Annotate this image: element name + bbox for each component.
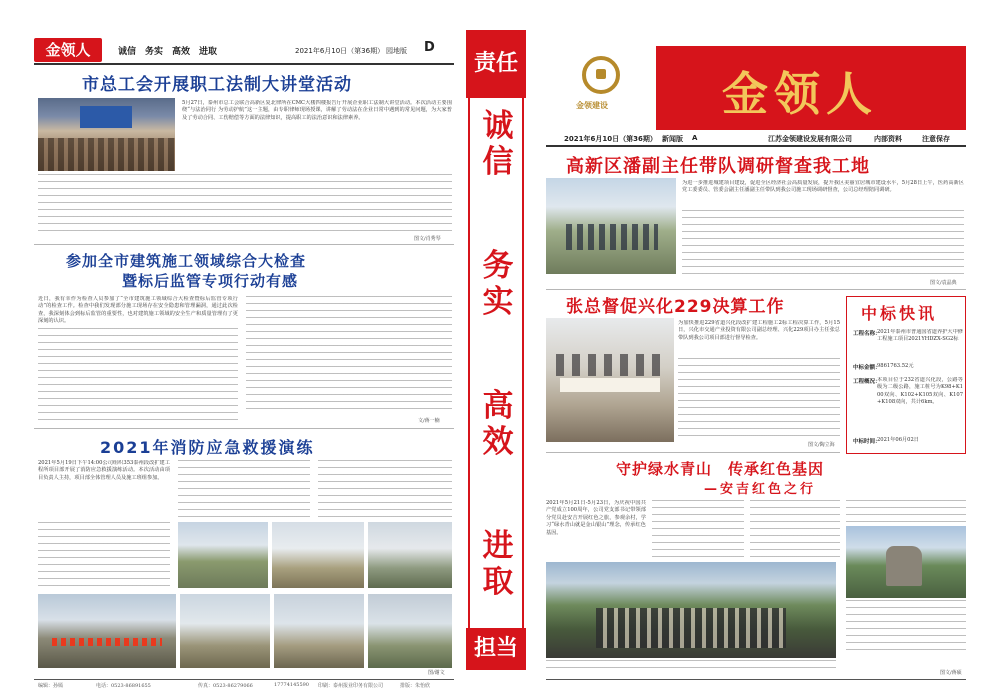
footer-mobile: 17774145590 bbox=[274, 682, 309, 688]
article2-text-lines-right bbox=[246, 296, 452, 412]
right-article1-credit: 图文/袁晶典 bbox=[930, 280, 957, 286]
footer-print: 印刷：泰州报业印务有限公司 bbox=[318, 683, 384, 689]
bid-amount-value: 9861763.52元 bbox=[877, 363, 914, 369]
drill-photo-4 bbox=[38, 594, 176, 668]
drill-photo-3 bbox=[368, 522, 452, 588]
meeting-photo bbox=[546, 318, 674, 442]
masthead bbox=[546, 46, 966, 130]
right-article2-credit: 图文/陶立海 bbox=[808, 442, 835, 448]
right-article3-text-lines-d bbox=[846, 600, 966, 656]
strip-word-3: 高效 bbox=[482, 388, 514, 460]
strip-bottom-block bbox=[466, 628, 526, 670]
right-notice-keep: 注意保存 bbox=[922, 135, 950, 143]
footer-typesetter: 排版：朱怡欣 bbox=[400, 683, 431, 689]
right-article1-title: 高新区潘副主任带队调研督查我工地 bbox=[566, 156, 870, 177]
strip-word-1: 诚信 bbox=[482, 108, 514, 180]
right-header-rule bbox=[546, 145, 966, 147]
strip-bottom-text: 担当 bbox=[473, 636, 518, 661]
vertical-slogan-strip bbox=[462, 30, 530, 670]
right-company: 江苏金领建设发展有限公司 bbox=[768, 135, 852, 143]
article2-credit: 文/蒋一楠 bbox=[418, 418, 440, 424]
bid-project-value: 2021年泰州市普通国省道养护大中修工程施工项目2021YHDZX-SG2标 bbox=[877, 329, 963, 343]
strip-border bbox=[468, 98, 524, 628]
left-date-issue: 2021年6月10日（第36期） bbox=[295, 47, 385, 55]
article3-title: 2021年消防应急救援演练 bbox=[100, 438, 315, 457]
stone-photo bbox=[846, 526, 966, 598]
left-edition-letter: D bbox=[424, 40, 435, 55]
right-article3-text-lines-a bbox=[652, 500, 744, 558]
article2-text-lines-left bbox=[38, 328, 238, 420]
company-emblem-icon bbox=[582, 56, 620, 94]
left-slogan: 诚信 务实 高效 进取 bbox=[118, 47, 218, 57]
right-footer-rule bbox=[546, 679, 966, 680]
conference-photo bbox=[38, 98, 175, 171]
bid-date-label: 中标时间： bbox=[853, 439, 881, 445]
drill-photo-7 bbox=[368, 594, 452, 668]
strip-top-block bbox=[466, 30, 526, 98]
footer-editor: 编辑：孙嫣 bbox=[38, 683, 64, 689]
article1-text-lines bbox=[38, 174, 452, 234]
article2-title-line1: 参加全市建筑施工领域综合大检查 bbox=[66, 252, 307, 270]
footer-phone: 电话：0523-86891655 bbox=[96, 683, 151, 689]
article3-text-lines-c bbox=[318, 460, 452, 518]
right-article3-text-lines-e bbox=[546, 660, 836, 672]
divider-1 bbox=[34, 244, 454, 245]
right-divider-2 bbox=[546, 452, 840, 453]
masthead-title: 金领人 bbox=[722, 67, 878, 121]
left-footer-rule bbox=[34, 679, 454, 680]
right-article3-subtitle: —安吉红色之行 bbox=[704, 482, 817, 497]
strip-word-2: 务实 bbox=[482, 248, 514, 320]
emblem-brand-text: 金领建设 bbox=[576, 100, 608, 110]
article3-credit: 图/谢文 bbox=[428, 670, 445, 676]
bid-overview-label: 工程概况： bbox=[853, 379, 881, 385]
drill-photo-1 bbox=[178, 522, 268, 588]
article1-credit: 图文/肖秀琴 bbox=[414, 236, 441, 242]
bid-news-title: 中标快讯 bbox=[861, 304, 938, 323]
right-notice-internal: 内部资料 bbox=[874, 135, 902, 143]
right-article3-credit: 图文/蒋硕 bbox=[940, 670, 962, 676]
strip-word-4: 进取 bbox=[482, 528, 514, 600]
right-date-issue: 2021年6月10日（第36期） bbox=[564, 135, 657, 143]
article3-body: 2021年5月19日下午14:00公司组织353泰州段改扩建工程所项目部开展了消防应急救援演练活动。本次活动由项目负责人主持，项目部全体管理人员及施工班组参加。 bbox=[38, 460, 170, 481]
right-article1-text-lines bbox=[682, 210, 964, 278]
right-article2-text-lines bbox=[678, 358, 840, 440]
right-article3-title: 守护绿水青山 传承红色基因 bbox=[616, 460, 825, 478]
footer-fax: 传真：0523-86279066 bbox=[198, 683, 253, 689]
divider-2 bbox=[34, 428, 454, 429]
right-edition: 新闻版 bbox=[662, 135, 683, 143]
bid-date-value: 2021年06月02日 bbox=[877, 437, 919, 443]
left-edition: 园地版 bbox=[386, 47, 407, 55]
drill-photo-6 bbox=[274, 594, 364, 668]
bid-amount-label: 中标金额： bbox=[853, 365, 881, 371]
masthead-emblem-panel bbox=[546, 46, 656, 130]
article2-title-line2: 暨标后监管专项行动有感 bbox=[122, 272, 299, 290]
group-photo bbox=[546, 562, 836, 658]
right-article3-text-lines-c bbox=[846, 500, 966, 522]
drill-photo-5 bbox=[180, 594, 270, 668]
strip-top-text: 责任 bbox=[473, 51, 518, 76]
right-article2-body: 为加快推进229省道兴化段改扩建工程施工2标工程决算工作，5月15日，兴化市交通产业投资有限公司副总经理、兴化229项目办主任张总带队到我公司项目部进行督导检查。 bbox=[678, 320, 840, 341]
right-article2-title: 张总督促兴化229决算工作 bbox=[566, 297, 785, 317]
bid-news-box bbox=[846, 296, 966, 454]
left-header-rule bbox=[34, 63, 454, 65]
article3-text-lines-b bbox=[178, 460, 310, 518]
article1-title: 市总工会开展职工法制大讲堂活动 bbox=[82, 75, 352, 95]
article3-text-lines-a bbox=[38, 522, 170, 590]
bid-overview-value: 本项目位于232省道兴化段，公路等级为二级公路，施工桩号为K98+K100双向、K102+K105双向、K107+K108双向，共计6km。 bbox=[877, 377, 963, 406]
right-edition-letter: A bbox=[692, 134, 698, 142]
left-logo: 金领人 bbox=[34, 38, 102, 62]
right-article3-body: 2021年5月21日-5月23日，为庆祝中国共产党成立100周年，公司党支部书记带领部分党员赴安吉开展红色之旅，参观余村，学习“绿水青山就是金山银山”理念，传承红色基因。 bbox=[546, 500, 646, 536]
bid-project-label: 工程名称： bbox=[853, 331, 881, 337]
drill-photo-2 bbox=[272, 522, 364, 588]
survey-photo bbox=[546, 178, 676, 274]
article1-body: 5月27日，泰州市总工会联合高新区复北律所在CMC大楼四楼报告厅开展企业职工法制大讲堂活动。本次活动主要围绕“与法治同行 为劳动护航”这一主题，由专职律师现场授课，讲解了劳动法在企业日常中遇到的常见问题，为大家普及了劳动合同、工伤赔偿等方面的法律知识，提高职工的法治意识和法律素养。 bbox=[182, 100, 452, 121]
article2-body: 近日，我有幸作为检查人员参加了“全市建筑施工领域综合大检查暨标后监管专项行动”的检查工作。检查中我们发现部分施工现场存在安全隐患和管理漏洞，通过此次检查，我深刻体会到标后监管的重要性，也对建筑施工领域的安全生产和质量管理有了更深刻的认识。 bbox=[38, 296, 238, 325]
right-divider-1 bbox=[546, 289, 966, 290]
right-article1-body: 为进一步推进城建项目建设，促进全区经济社会高质量发展，提升我区美丽宜居城市建设水平，5月28日上午，医药高新区党工委委员、管委会副主任潘副主任带队到我公司施工现场调研督查，公司总经理陪同调研。 bbox=[682, 180, 964, 194]
right-article3-text-lines-b bbox=[750, 500, 840, 558]
